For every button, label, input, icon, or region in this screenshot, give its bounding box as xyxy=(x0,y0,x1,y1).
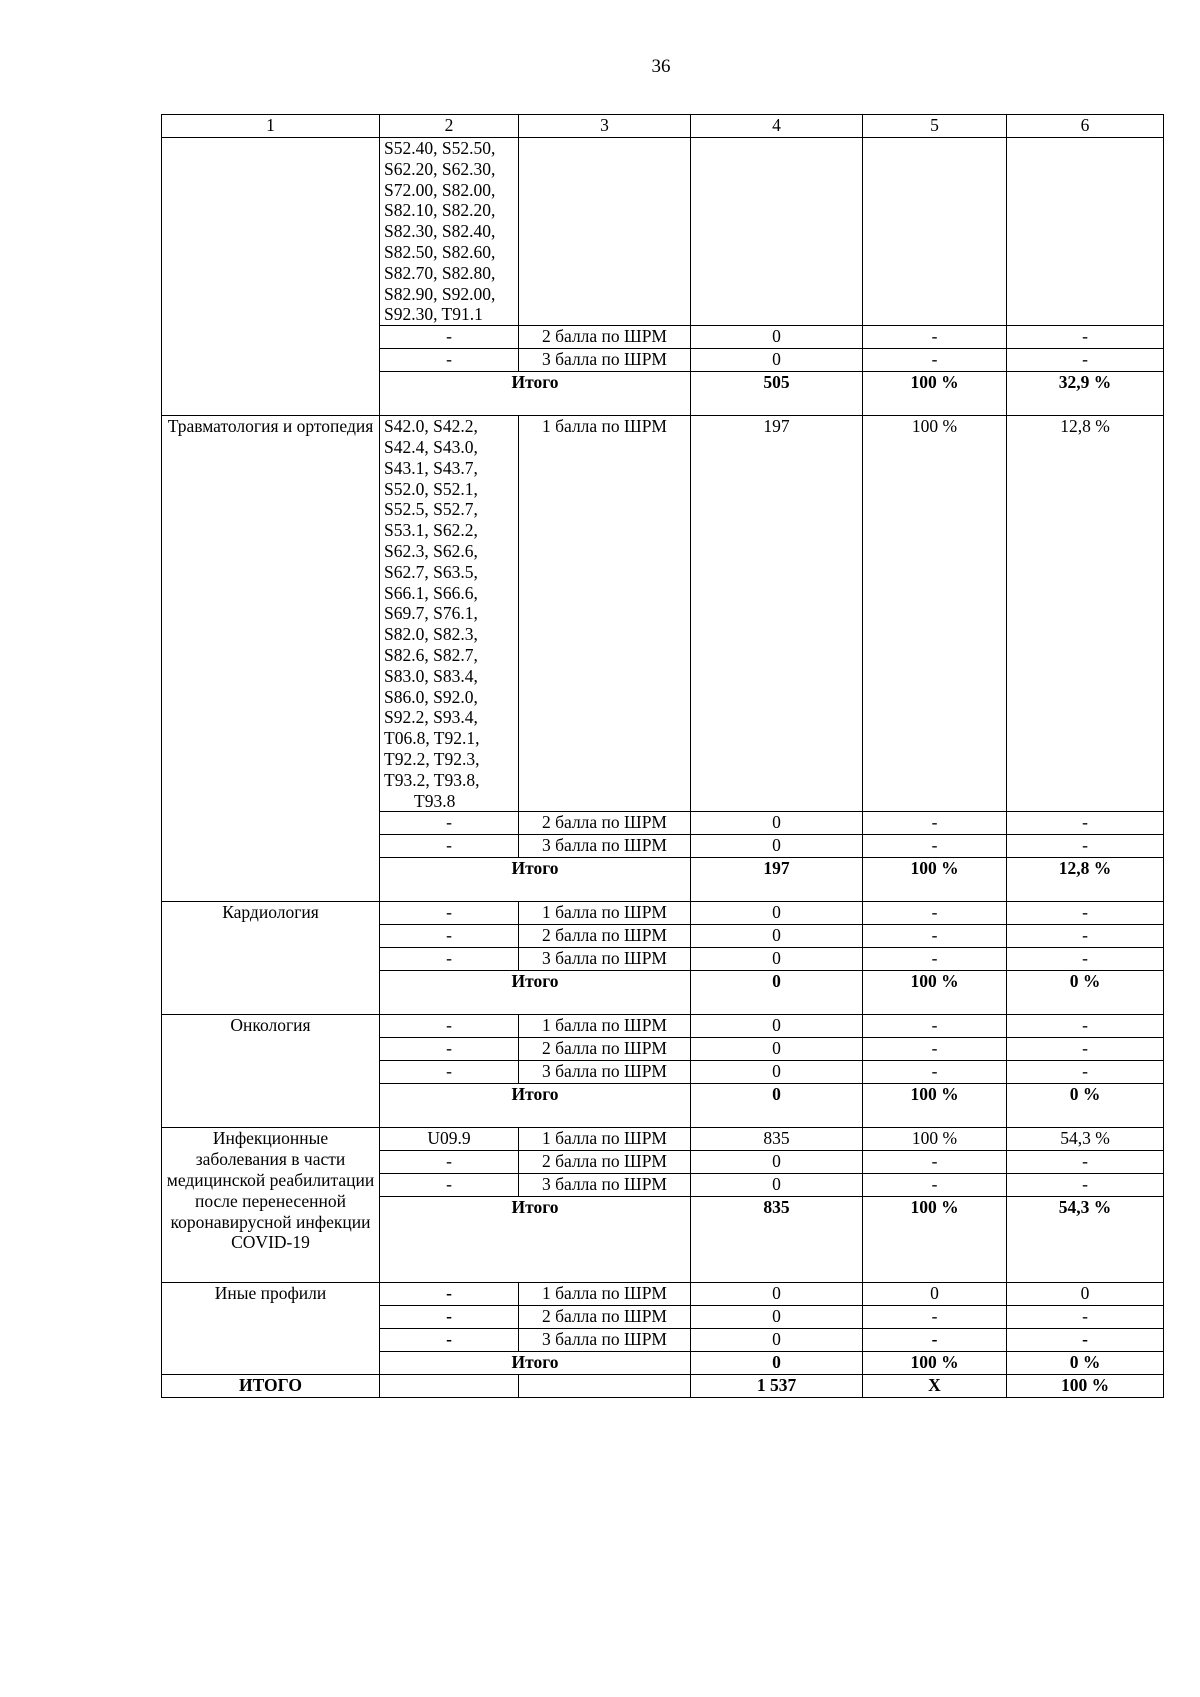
column-header: 6 xyxy=(1007,115,1164,138)
score-cell: 1 балла по ШРМ xyxy=(519,416,691,812)
share-cell: - xyxy=(1007,1038,1164,1061)
percent-cell: - xyxy=(863,835,1007,858)
subtotal-share: 0 % xyxy=(1007,1084,1164,1128)
column-header: 4 xyxy=(691,115,863,138)
subtotal-count: 0 xyxy=(691,1084,863,1128)
subtotal-percent: 100 % xyxy=(863,1084,1007,1128)
column-header: 3 xyxy=(519,115,691,138)
percent-cell: - xyxy=(863,326,1007,349)
score-cell: 1 балла по ШРМ xyxy=(519,1015,691,1038)
subtotal-label: Итого xyxy=(380,971,691,1015)
count-cell: 0 xyxy=(691,1329,863,1352)
score-cell: 3 балла по ШРМ xyxy=(519,1174,691,1197)
code-cell: - xyxy=(380,1306,519,1329)
subtotal-percent: 100 % xyxy=(863,858,1007,902)
count-cell: 0 xyxy=(691,925,863,948)
subtotal-label: Итого xyxy=(380,858,691,902)
table-header-row xyxy=(162,115,1164,138)
percent-cell: - xyxy=(863,948,1007,971)
share-cell: - xyxy=(1007,326,1164,349)
share-cell: - xyxy=(1007,1015,1164,1038)
subtotal-share: 32,9 % xyxy=(1007,372,1164,416)
diagnosis-code-line: S82.30, S82.40, xyxy=(384,221,496,242)
percent-cell: - xyxy=(863,925,1007,948)
code-cell: - xyxy=(380,1038,519,1061)
percent-cell: - xyxy=(863,902,1007,925)
percent-cell: - xyxy=(863,1306,1007,1329)
diagnosis-code-line: T93.8 xyxy=(414,790,456,811)
code-cell: - xyxy=(380,812,519,835)
profile-cell xyxy=(162,138,380,416)
count-cell: 0 xyxy=(691,1061,863,1084)
share-cell: - xyxy=(1007,812,1164,835)
profile-cell: Кардиология xyxy=(162,902,380,1015)
subtotal-count: 835 xyxy=(691,1197,863,1283)
empty-cell xyxy=(519,138,691,326)
diagnosis-code-line: S62.3, S62.6, xyxy=(384,540,478,561)
percent-cell: - xyxy=(863,1174,1007,1197)
diagnosis-code-line: S82.50, S82.60, xyxy=(384,241,496,262)
count-cell: 0 xyxy=(691,1306,863,1329)
score-cell: 1 балла по ШРМ xyxy=(519,1128,691,1151)
code-cell: - xyxy=(380,1151,519,1174)
score-cell: 1 балла по ШРМ xyxy=(519,902,691,925)
share-cell: - xyxy=(1007,1151,1164,1174)
code-cell: - xyxy=(380,349,519,372)
score-cell: 2 балла по ШРМ xyxy=(519,1306,691,1329)
table-row xyxy=(162,416,1164,812)
diagnosis-code-line: S82.6, S82.7, xyxy=(384,644,478,665)
diagnosis-code-line: S82.0, S82.3, xyxy=(384,624,478,645)
profile-cell: Травматология и ортопедия xyxy=(162,416,380,902)
score-cell: 2 балла по ШРМ xyxy=(519,925,691,948)
count-cell: 197 xyxy=(691,416,863,812)
share-cell: 12,8 % xyxy=(1007,416,1164,812)
profile-cell: Инфекционные заболевания в части медицинской реабилитации после перенесенной коронавирусной инфекции COVID-19 xyxy=(162,1128,380,1283)
subtotal-label: Итого xyxy=(380,1197,691,1283)
percent-cell: - xyxy=(863,349,1007,372)
code-cell: - xyxy=(380,1015,519,1038)
diagnosis-code-line: S52.40, S52.50, xyxy=(384,138,496,158)
empty-cell xyxy=(691,138,863,326)
code-cell: U09.9 xyxy=(380,1128,519,1151)
score-cell: 3 балла по ШРМ xyxy=(519,349,691,372)
score-cell: 3 балла по ШРМ xyxy=(519,1061,691,1084)
count-cell: 0 xyxy=(691,812,863,835)
table-row xyxy=(162,1015,1164,1038)
table-row xyxy=(162,902,1164,925)
score-cell: 3 балла по ШРМ xyxy=(519,1329,691,1352)
page-number: 36 xyxy=(651,56,671,77)
subtotal-label: Итого xyxy=(380,1352,691,1375)
percent-cell: 100 % xyxy=(863,1128,1007,1151)
diagnosis-code-line: S82.70, S82.80, xyxy=(384,262,496,283)
subtotal-percent: 100 % xyxy=(863,1197,1007,1283)
percent-cell: 0 xyxy=(863,1283,1007,1306)
diagnosis-code-line: T06.8, T92.1, xyxy=(384,728,480,749)
count-cell: 0 xyxy=(691,902,863,925)
profile-cell: Онкология xyxy=(162,1015,380,1128)
grand-total-row xyxy=(162,1375,1164,1398)
subtotal-share: 0 % xyxy=(1007,1352,1164,1375)
code-cell: - xyxy=(380,925,519,948)
score-cell: 3 балла по ШРМ xyxy=(519,835,691,858)
count-cell: 0 xyxy=(691,349,863,372)
score-cell: 2 балла по ШРМ xyxy=(519,326,691,349)
count-cell: 835 xyxy=(691,1128,863,1151)
percent-cell: - xyxy=(863,1151,1007,1174)
empty-cell xyxy=(380,1375,519,1398)
share-cell: - xyxy=(1007,902,1164,925)
score-cell: 1 балла по ШРМ xyxy=(519,1283,691,1306)
count-cell: 0 xyxy=(691,1151,863,1174)
empty-cell xyxy=(1007,138,1164,326)
share-cell: - xyxy=(1007,925,1164,948)
diagnosis-code-line: S52.5, S52.7, xyxy=(384,499,478,520)
statistics-table xyxy=(161,114,1164,1398)
diagnosis-code-line: S62.20, S62.30, xyxy=(384,158,496,179)
share-cell: 0 xyxy=(1007,1283,1164,1306)
code-cell: - xyxy=(380,326,519,349)
count-cell: 0 xyxy=(691,835,863,858)
code-cell: - xyxy=(380,1283,519,1306)
diagnosis-code-line: S42.0, S42.2, xyxy=(384,416,478,437)
count-cell: 0 xyxy=(691,1174,863,1197)
subtotal-count: 505 xyxy=(691,372,863,416)
diagnosis-code-line: S82.90, S92.00, xyxy=(384,283,496,304)
code-cell: - xyxy=(380,948,519,971)
share-cell: - xyxy=(1007,349,1164,372)
diagnosis-code-line: S66.1, S66.6, xyxy=(384,582,478,603)
subtotal-count: 0 xyxy=(691,1352,863,1375)
code-cell: - xyxy=(380,835,519,858)
diagnosis-code-line: S92.2, S93.4, xyxy=(384,707,478,728)
share-cell: 54,3 % xyxy=(1007,1128,1164,1151)
diagnosis-codes xyxy=(380,416,519,812)
share-cell: - xyxy=(1007,1061,1164,1084)
diagnosis-codes xyxy=(380,138,519,326)
diagnosis-code-line: S82.10, S82.20, xyxy=(384,200,496,221)
empty-cell xyxy=(519,1375,691,1398)
percent-cell: - xyxy=(863,1015,1007,1038)
share-cell: - xyxy=(1007,1174,1164,1197)
subtotal-percent: 100 % xyxy=(863,971,1007,1015)
diagnosis-code-line: S86.0, S92.0, xyxy=(384,686,478,707)
grand-total-count: 1 537 xyxy=(691,1375,863,1398)
code-cell: - xyxy=(380,902,519,925)
table-row xyxy=(162,138,1164,326)
table-row xyxy=(162,1128,1164,1151)
code-cell: - xyxy=(380,1329,519,1352)
subtotal-share: 12,8 % xyxy=(1007,858,1164,902)
subtotal-label: Итого xyxy=(380,1084,691,1128)
subtotal-percent: 100 % xyxy=(863,1352,1007,1375)
percent-cell: - xyxy=(863,812,1007,835)
share-cell: - xyxy=(1007,1329,1164,1352)
percent-cell: - xyxy=(863,1329,1007,1352)
share-cell: - xyxy=(1007,835,1164,858)
profile-cell: Иные профили xyxy=(162,1283,380,1375)
diagnosis-code-line: T93.2, T93.8, xyxy=(384,769,480,790)
share-cell: - xyxy=(1007,948,1164,971)
diagnosis-code-line: S42.4, S43.0, xyxy=(384,436,478,457)
score-cell: 2 балла по ШРМ xyxy=(519,812,691,835)
empty-cell xyxy=(863,138,1007,326)
score-cell: 2 балла по ШРМ xyxy=(519,1038,691,1061)
score-cell: 3 балла по ШРМ xyxy=(519,948,691,971)
count-cell: 0 xyxy=(691,1038,863,1061)
grand-total-label: ИТОГО xyxy=(162,1375,380,1398)
diagnosis-code-line: T92.2, T92.3, xyxy=(384,748,480,769)
table-row xyxy=(162,1283,1164,1306)
diagnosis-code-line: S69.7, S76.1, xyxy=(384,603,478,624)
subtotal-percent: 100 % xyxy=(863,372,1007,416)
column-header: 2 xyxy=(380,115,519,138)
diagnosis-code-line: S72.00, S82.00, xyxy=(384,179,496,200)
subtotal-share: 0 % xyxy=(1007,971,1164,1015)
grand-total-percent: Х xyxy=(863,1375,1007,1398)
code-cell: - xyxy=(380,1174,519,1197)
count-cell: 0 xyxy=(691,1283,863,1306)
count-cell: 0 xyxy=(691,326,863,349)
count-cell: 0 xyxy=(691,1015,863,1038)
column-header: 5 xyxy=(863,115,1007,138)
subtotal-share: 54,3 % xyxy=(1007,1197,1164,1283)
subtotal-label: Итого xyxy=(380,372,691,416)
diagnosis-code-line: S83.0, S83.4, xyxy=(384,665,478,686)
diagnosis-code-line: S53.1, S62.2, xyxy=(384,520,478,541)
percent-cell: - xyxy=(863,1038,1007,1061)
count-cell: 0 xyxy=(691,948,863,971)
percent-cell: 100 % xyxy=(863,416,1007,812)
subtotal-count: 197 xyxy=(691,858,863,902)
code-cell: - xyxy=(380,1061,519,1084)
score-cell: 2 балла по ШРМ xyxy=(519,1151,691,1174)
diagnosis-code-line: S43.1, S43.7, xyxy=(384,457,478,478)
diagnosis-code-line: S92.30, T91.1 xyxy=(384,304,483,325)
subtotal-count: 0 xyxy=(691,971,863,1015)
column-header: 1 xyxy=(162,115,380,138)
grand-total-share: 100 % xyxy=(1007,1375,1164,1398)
diagnosis-code-line: S62.7, S63.5, xyxy=(384,561,478,582)
diagnosis-code-line: S52.0, S52.1, xyxy=(384,478,478,499)
percent-cell: - xyxy=(863,1061,1007,1084)
share-cell: - xyxy=(1007,1306,1164,1329)
